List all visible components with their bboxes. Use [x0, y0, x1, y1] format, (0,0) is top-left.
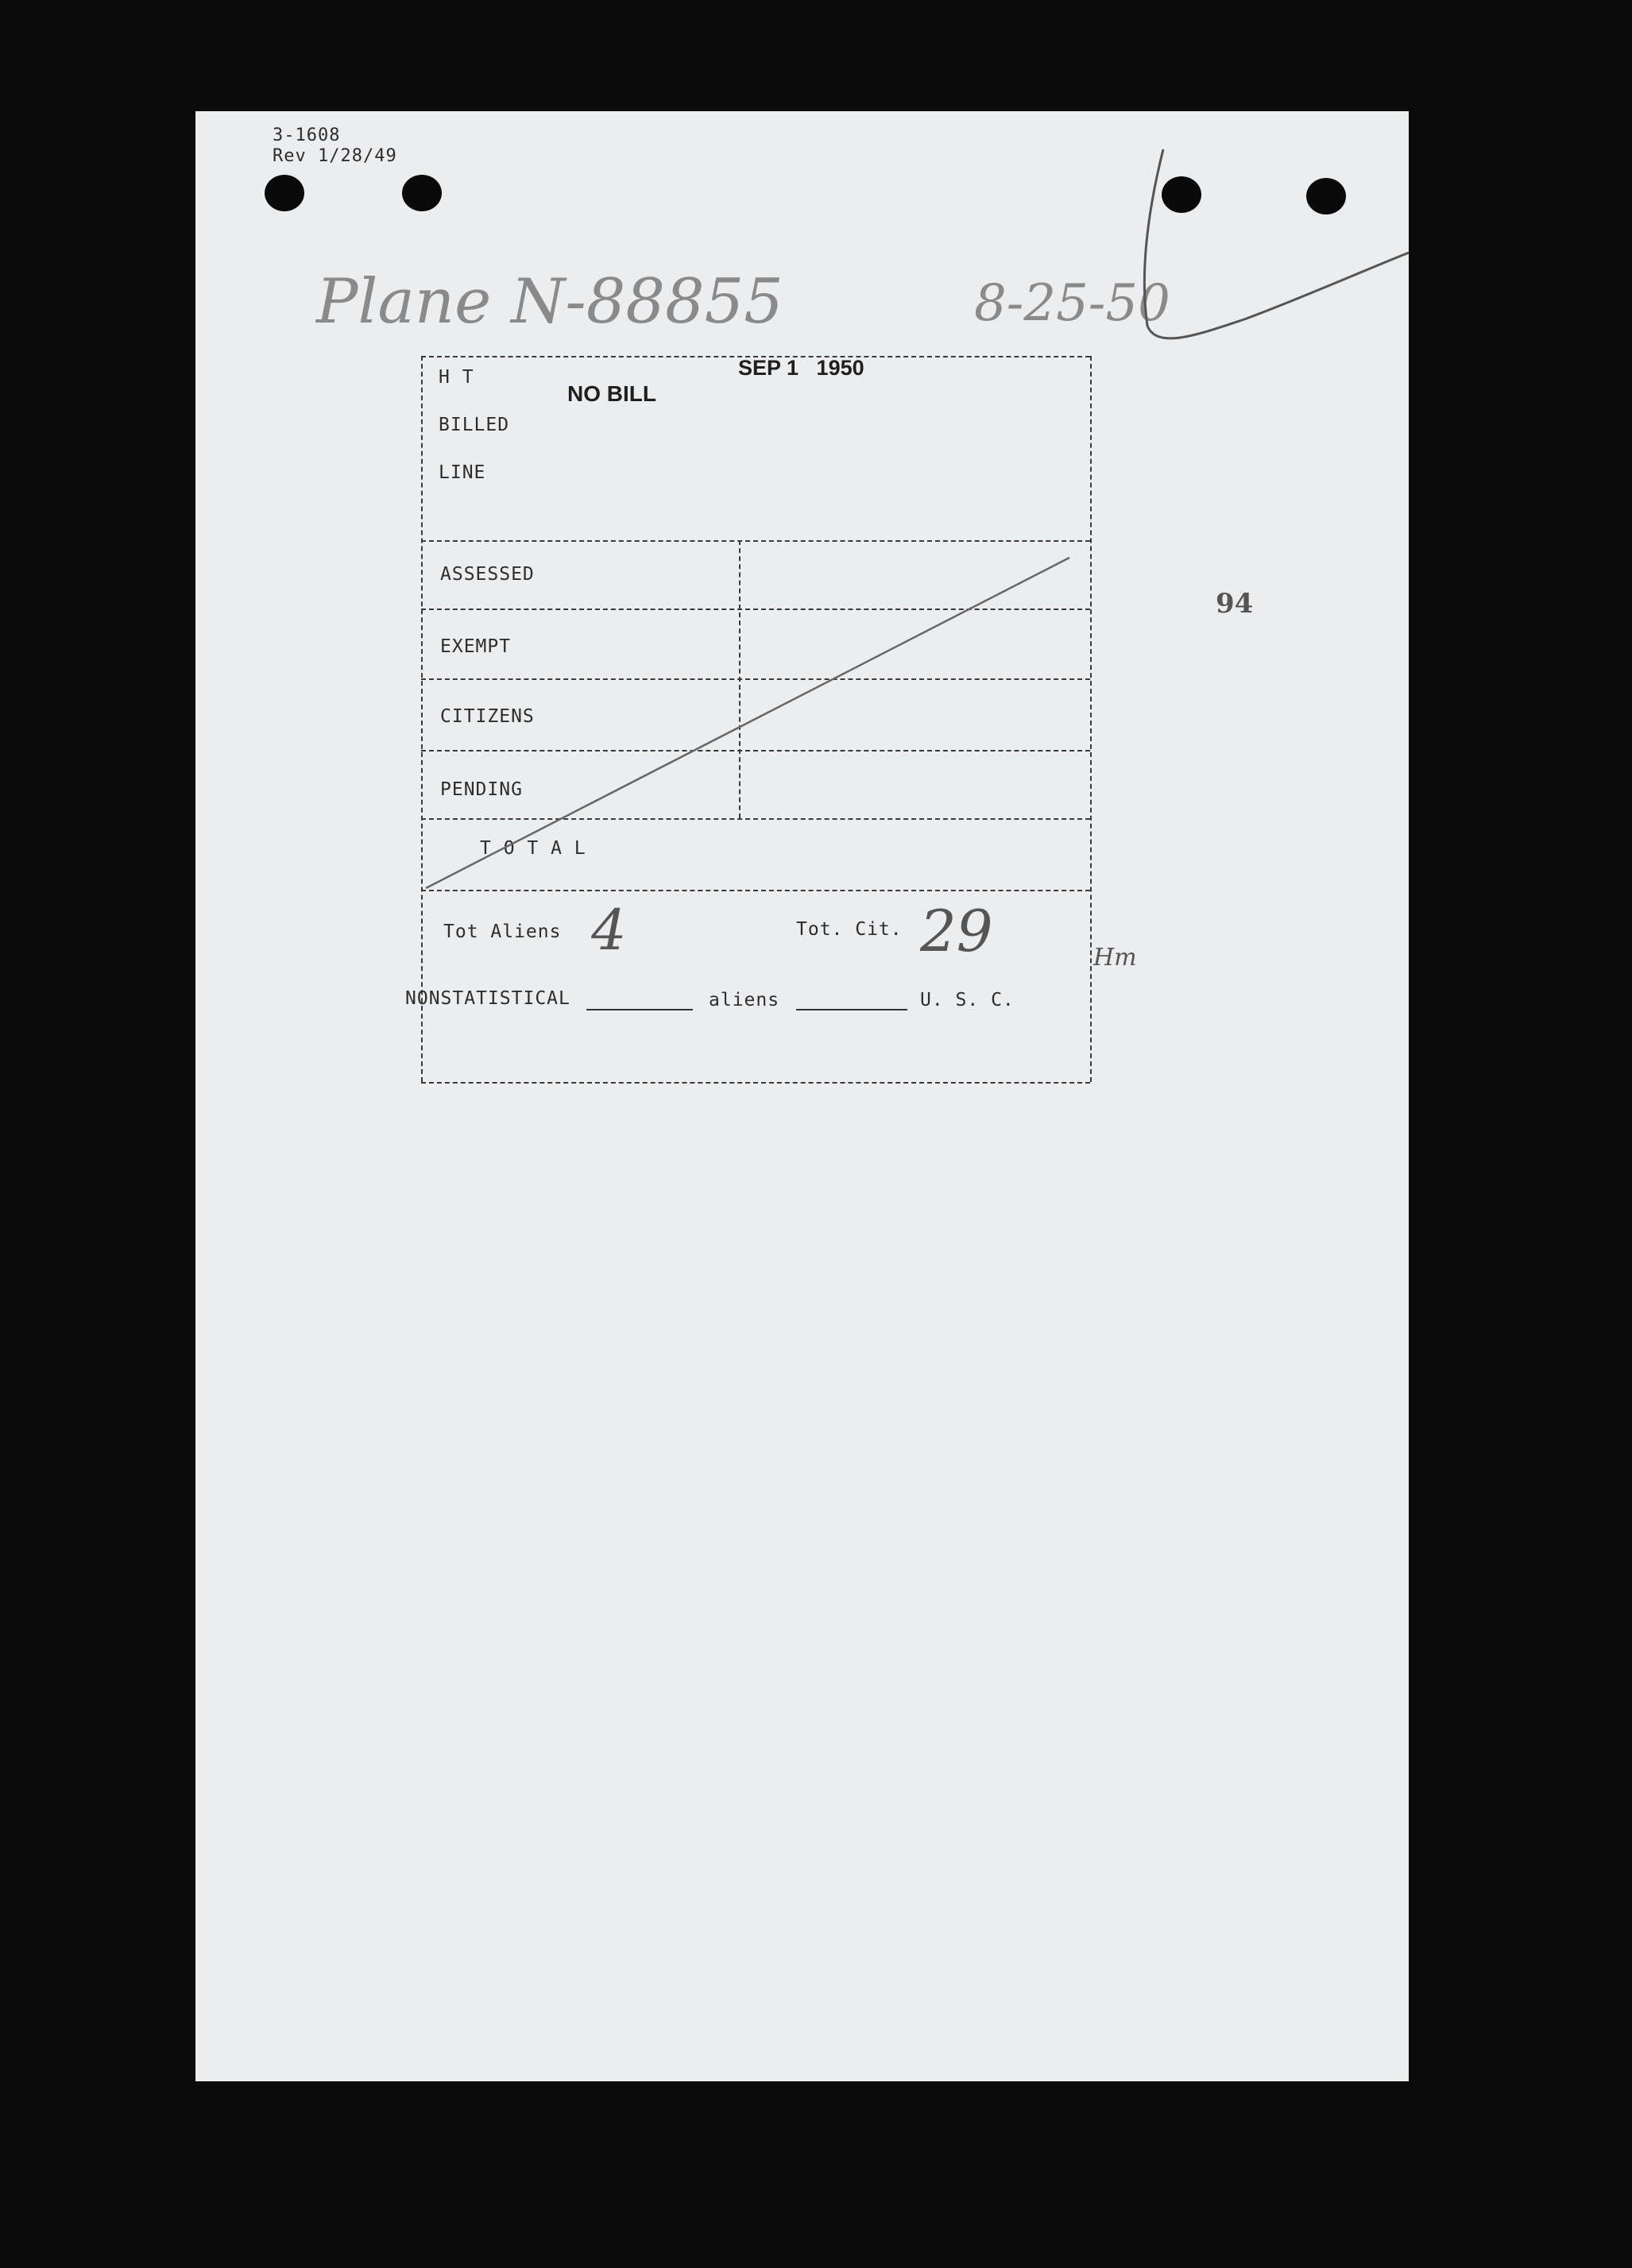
row-label-citizens: CITIZENS	[440, 706, 535, 727]
handwritten-plane-number: Plane N-88855	[316, 266, 783, 338]
tot-cit-label: Tot. Cit.	[796, 919, 903, 940]
nonstatistical-label: NONSTATISTICAL	[405, 988, 570, 1009]
usc-label: U. S. C.	[920, 990, 1015, 1010]
date-stamp: SEP 1 1950	[738, 356, 864, 380]
tot-aliens-value: 4	[591, 898, 627, 963]
total-label: T O T A L	[480, 838, 586, 859]
label-billed: BILLED	[439, 415, 510, 435]
page-number: 94	[1216, 588, 1254, 620]
row-label-exempt: EXEMPT	[440, 636, 512, 657]
label-line: LINE	[439, 462, 486, 483]
no-bill-stamp: NO BILL	[567, 381, 656, 406]
handwritten-curve-mark	[1144, 149, 1409, 338]
handwritten-date: 8-25-50	[974, 274, 1170, 333]
row-label-pending: PENDING	[440, 779, 523, 800]
tot-aliens-label: Tot Aliens	[443, 921, 562, 942]
handwritten-initials: Hm	[1093, 944, 1137, 972]
form-number: 3-1608	[273, 126, 341, 145]
annotation-overlay	[195, 111, 1409, 2081]
label-ht: H T	[439, 367, 474, 388]
aliens-label: aliens	[709, 990, 780, 1010]
diagonal-strike-line	[426, 558, 1069, 888]
document-page	[195, 111, 1409, 2081]
form-revision: Rev 1/28/49	[273, 146, 397, 166]
row-label-assessed: ASSESSED	[440, 564, 535, 585]
tot-cit-value: 29	[920, 898, 993, 964]
